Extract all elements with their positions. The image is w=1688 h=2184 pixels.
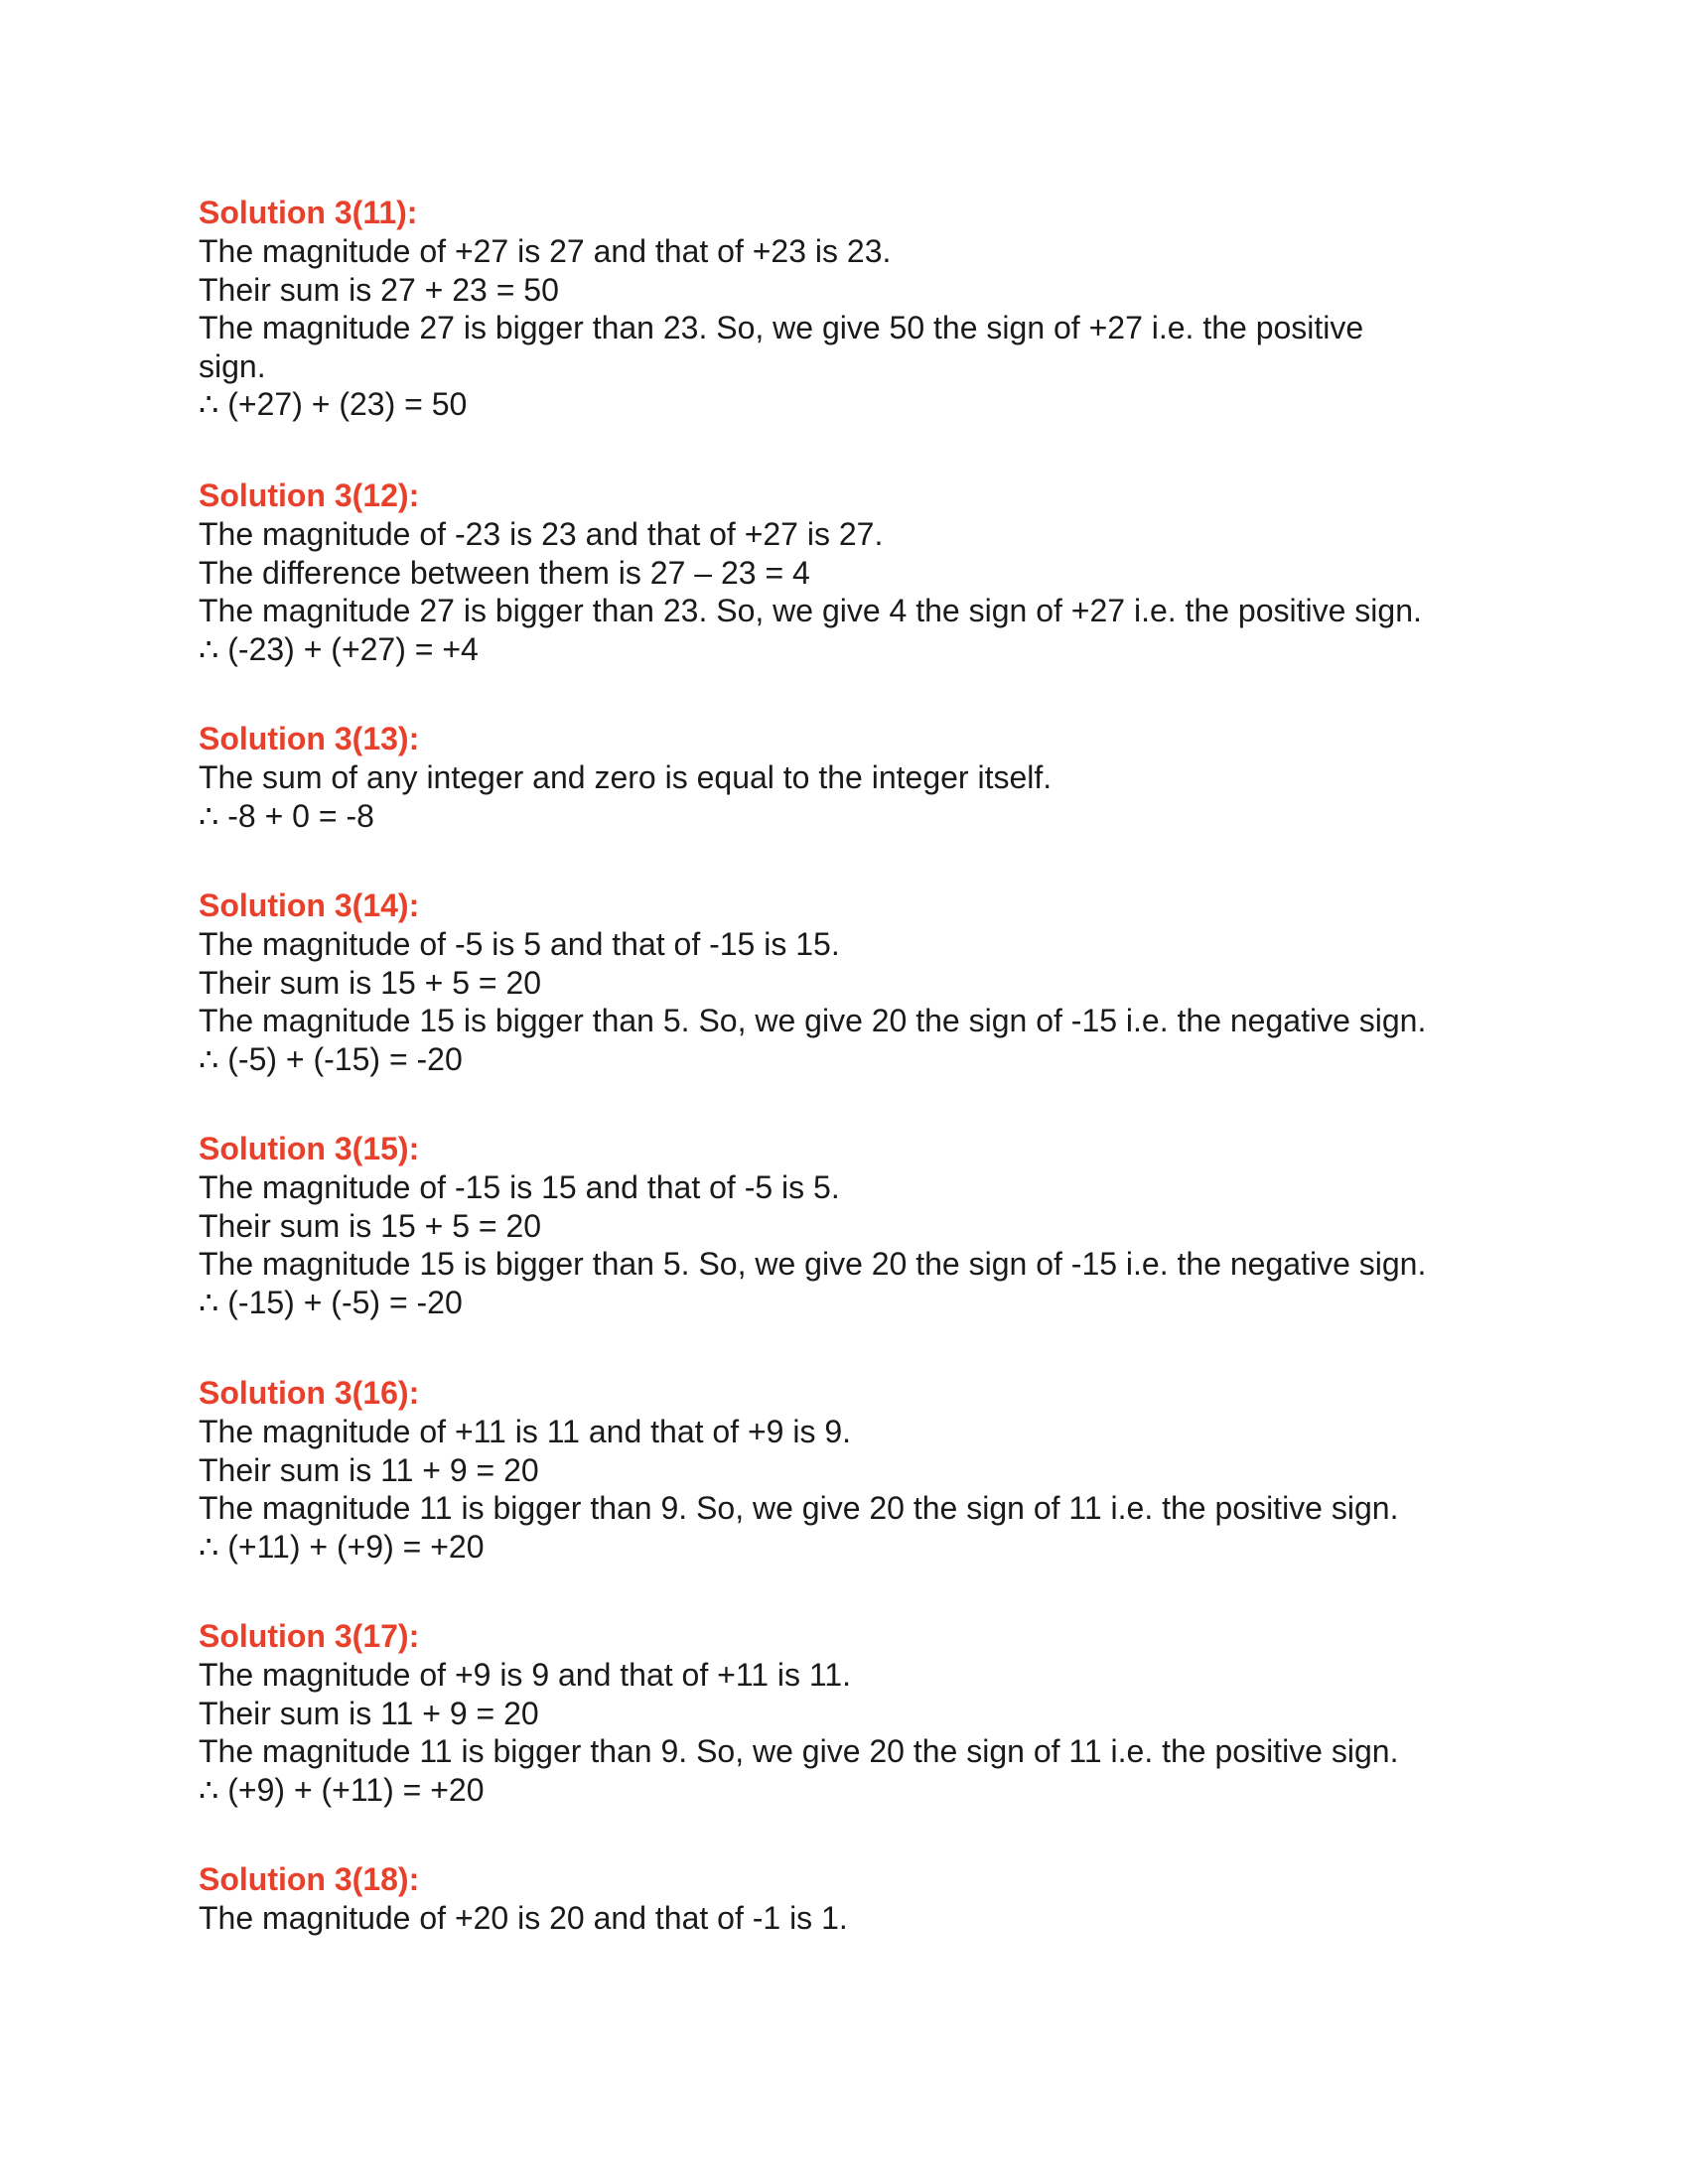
solution-3-12 (199, 477, 1489, 668)
solution-3-13 (199, 720, 1489, 835)
solution-heading: Solution 3(15): (199, 1131, 420, 1166)
solution-line: Their sum is 11 + 9 = 20 (199, 1695, 539, 1731)
solution-3-11 (199, 194, 1489, 424)
solution-3-15 (199, 1130, 1489, 1321)
solution-line: The magnitude of +27 is 27 and that of +23 is 23. (199, 233, 892, 269)
solution-line: The difference between them is 27 – 23 = 4 (199, 554, 810, 591)
solution-conclusion: ∴ (-15) + (-5) = -20 (199, 1284, 463, 1320)
solution-heading: Solution 3(13): (199, 721, 420, 756)
solution-conclusion: ∴ -8 + 0 = -8 (199, 797, 374, 834)
solution-heading: Solution 3(14): (199, 887, 420, 923)
solution-3-17 (199, 1617, 1489, 1809)
solution-3-14 (199, 887, 1489, 1078)
solution-conclusion: ∴ (-23) + (+27) = +4 (199, 630, 479, 667)
solution-heading: Solution 3(18): (199, 1861, 420, 1897)
solution-conclusion: ∴ (+27) + (23) = 50 (199, 386, 468, 423)
solution-line: The magnitude 27 is bigger than 23. So, we give 4 the sign of +27 i.e. the positive sign. (199, 593, 1422, 629)
solution-line: The sum of any integer and zero is equal to the integer itself. (199, 759, 1053, 795)
solution-line: The magnitude 15 is bigger than 5. So, we give 20 the sign of -15 i.e. the negative sign. (199, 1003, 1427, 1039)
solution-heading: Solution 3(17): (199, 1618, 420, 1654)
solution-line: Their sum is 27 + 23 = 50 (199, 271, 559, 308)
solution-conclusion: ∴ (+9) + (+11) = +20 (199, 1771, 485, 1808)
solution-line: The magnitude 27 is bigger than 23. So, we give 50 the sign of +27 i.e. the positive sign. (199, 310, 1364, 384)
solution-3-16 (199, 1374, 1489, 1566)
solution-heading: Solution 3(11): (199, 195, 418, 230)
solution-conclusion: ∴ (+11) + (+9) = +20 (199, 1528, 485, 1565)
solution-line: The magnitude of +11 is 11 and that of +9 is 9. (199, 1414, 852, 1449)
solution-line: The magnitude 15 is bigger than 5. So, we give 20 the sign of -15 i.e. the negative sign. (199, 1246, 1427, 1283)
solution-line: The magnitude 11 is bigger than 9. So, we give 20 the sign of 11 i.e. the positive sign. (199, 1490, 1399, 1527)
solution-line: The magnitude of +20 is 20 and that of -1 is 1. (199, 1900, 848, 1936)
solution-line: The magnitude of +9 is 9 and that of +11 is 11. (199, 1657, 852, 1693)
solution-line: The magnitude of -23 is 23 and that of +27 is 27. (199, 516, 884, 552)
solution-conclusion: ∴ (-5) + (-15) = -20 (199, 1040, 463, 1077)
solution-line: The magnitude of -5 is 5 and that of -15 is 15. (199, 926, 840, 962)
solution-line: Their sum is 15 + 5 = 20 (199, 964, 542, 1001)
solution-line: Their sum is 11 + 9 = 20 (199, 1451, 539, 1488)
solution-line: Their sum is 15 + 5 = 20 (199, 1207, 542, 1244)
solution-heading: Solution 3(16): (199, 1375, 420, 1411)
solution-line: The magnitude 11 is bigger than 9. So, we give 20 the sign of 11 i.e. the positive sign. (199, 1733, 1399, 1770)
solution-3-18 (199, 1860, 1489, 1938)
solution-heading: Solution 3(12): (199, 478, 420, 513)
solution-line: The magnitude of -15 is 15 and that of -5 is 5. (199, 1169, 840, 1205)
